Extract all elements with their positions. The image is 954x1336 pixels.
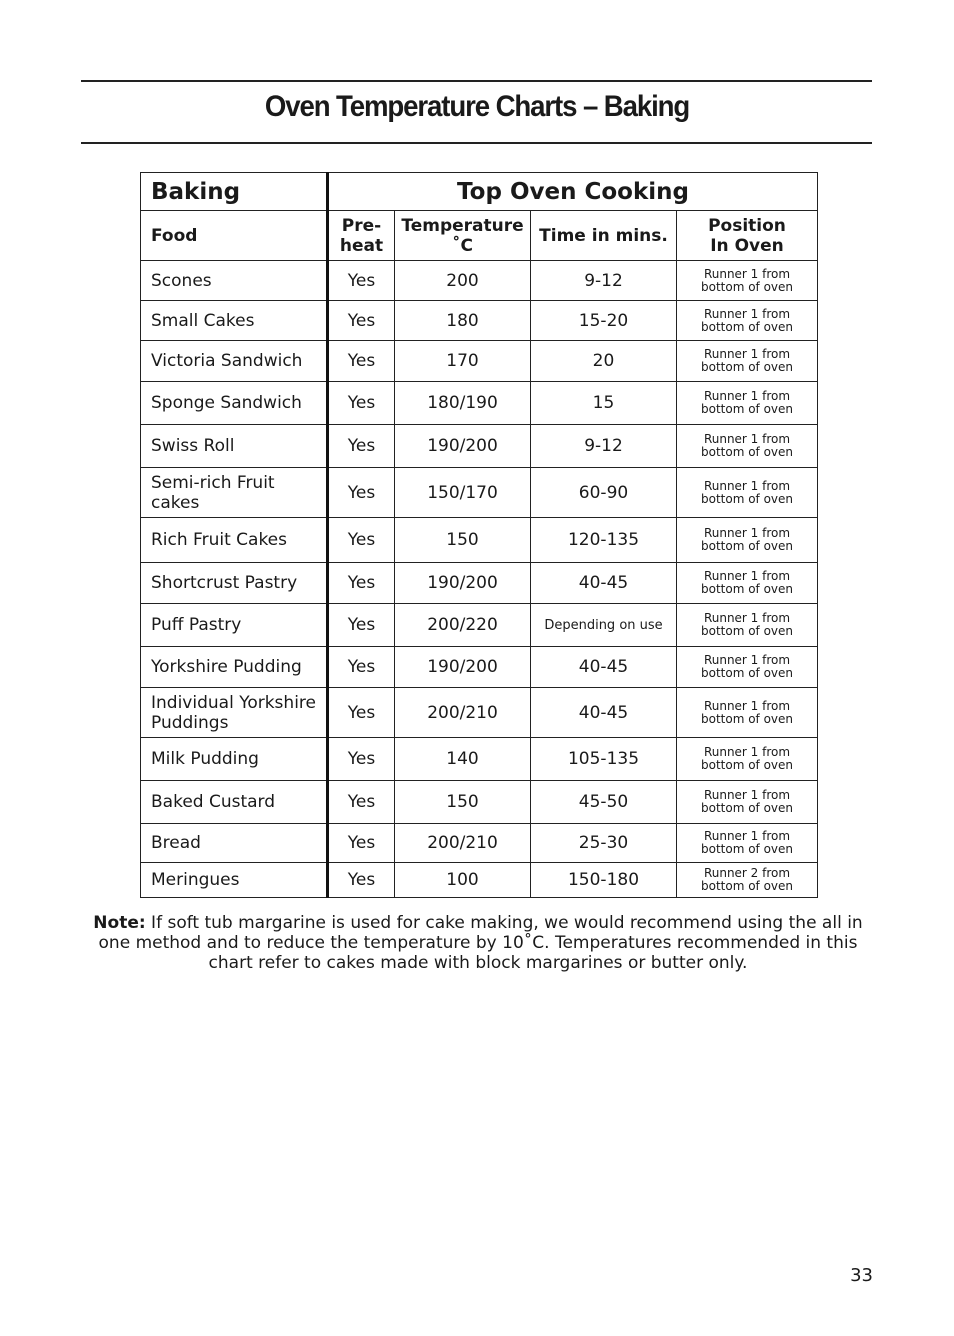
- time-cell: 60-90: [531, 468, 677, 518]
- preheat-cell: Yes: [328, 261, 395, 301]
- preheat-cell: Yes: [328, 688, 395, 738]
- temperature-cell: 200: [395, 261, 531, 301]
- preheat-cell: Yes: [328, 341, 395, 382]
- preheat-cell: Yes: [328, 382, 395, 425]
- temperature-cell: 200/210: [395, 824, 531, 863]
- header-temperature: Temperature ˚C: [395, 211, 531, 261]
- food-cell: Shortcrust Pastry: [141, 563, 328, 604]
- position-cell: Runner 1 from bottom of oven: [677, 468, 818, 518]
- position-cell: Runner 1 from bottom of oven: [677, 563, 818, 604]
- table-row: [141, 425, 818, 468]
- temperature-cell: 140: [395, 738, 531, 781]
- table-row: [141, 261, 818, 301]
- food-cell: Swiss Roll: [141, 425, 328, 468]
- top-rule: [81, 80, 872, 82]
- preheat-cell: Yes: [328, 518, 395, 563]
- position-cell: Runner 1 from bottom of oven: [677, 738, 818, 781]
- temperature-cell: 100: [395, 863, 531, 898]
- page-title: Oven Temperature Charts – Baking: [264, 90, 690, 123]
- preheat-cell: Yes: [328, 604, 395, 647]
- time-cell: 25-30: [531, 824, 677, 863]
- time-cell: 40-45: [531, 563, 677, 604]
- preheat-cell: Yes: [328, 647, 395, 688]
- temperature-cell: 190/200: [395, 647, 531, 688]
- table-row: [141, 647, 818, 688]
- header-preheat: Pre- heat: [328, 211, 395, 261]
- temperature-cell: 190/200: [395, 425, 531, 468]
- table-row: [141, 341, 818, 382]
- food-cell: Rich Fruit Cakes: [141, 518, 328, 563]
- position-cell: Runner 1 from bottom of oven: [677, 824, 818, 863]
- time-cell: 9-12: [531, 425, 677, 468]
- table-row: [141, 781, 818, 824]
- baking-chart-table: [140, 172, 818, 898]
- time-cell: 105-135: [531, 738, 677, 781]
- preheat-cell: Yes: [328, 301, 395, 341]
- table-row: [141, 738, 818, 781]
- preheat-cell: Yes: [328, 468, 395, 518]
- food-cell: Scones: [141, 261, 328, 301]
- table-row: [141, 518, 818, 563]
- header-position: Position In Oven: [677, 211, 818, 261]
- position-cell: Runner 1 from bottom of oven: [677, 301, 818, 341]
- position-cell: Runner 1 from bottom of oven: [677, 647, 818, 688]
- preheat-cell: Yes: [328, 824, 395, 863]
- temperature-cell: 190/200: [395, 563, 531, 604]
- temperature-cell: 150: [395, 781, 531, 824]
- food-cell: Meringues: [141, 863, 328, 898]
- time-cell: Depending on use: [531, 604, 677, 647]
- table-row: [141, 604, 818, 647]
- food-cell: Individual Yorkshire Puddings: [141, 688, 328, 738]
- preheat-cell: Yes: [328, 863, 395, 898]
- position-cell: Runner 1 from bottom of oven: [677, 688, 818, 738]
- time-cell: 150-180: [531, 863, 677, 898]
- time-cell: 15: [531, 382, 677, 425]
- preheat-cell: Yes: [328, 781, 395, 824]
- header-row: [141, 211, 818, 261]
- position-cell: Runner 2 from bottom of oven: [677, 863, 818, 898]
- bottom-rule: [81, 142, 872, 144]
- note-text: If soft tub margarine is used for cake making, we would recommend using the all in one method and to reduce the temperature by 10˚C. Temperatures recommended in this chart refer to cakes made with block margarines or butter only.: [98, 913, 863, 973]
- temperature-cell: 200/210: [395, 688, 531, 738]
- time-cell: 15-20: [531, 301, 677, 341]
- temperature-cell: 200/220: [395, 604, 531, 647]
- temperature-cell: 150/170: [395, 468, 531, 518]
- section-heading: Top Oven Cooking: [328, 173, 818, 211]
- preheat-cell: Yes: [328, 425, 395, 468]
- position-cell: Runner 1 from bottom of oven: [677, 341, 818, 382]
- time-cell: 120-135: [531, 518, 677, 563]
- time-cell: 40-45: [531, 647, 677, 688]
- temperature-cell: 180: [395, 301, 531, 341]
- table-body: [141, 261, 818, 898]
- table-row: [141, 824, 818, 863]
- position-cell: Runner 1 from bottom of oven: [677, 604, 818, 647]
- note-paragraph: [82, 913, 874, 973]
- note-label: Note:: [93, 913, 146, 933]
- food-cell: Baked Custard: [141, 781, 328, 824]
- header-food: Food: [141, 211, 328, 261]
- temperature-cell: 180/190: [395, 382, 531, 425]
- position-cell: Runner 1 from bottom of oven: [677, 425, 818, 468]
- position-cell: Runner 1 from bottom of oven: [677, 261, 818, 301]
- food-cell: Sponge Sandwich: [141, 382, 328, 425]
- position-cell: Runner 1 from bottom of oven: [677, 382, 818, 425]
- food-cell: Milk Pudding: [141, 738, 328, 781]
- time-cell: 40-45: [531, 688, 677, 738]
- food-cell: Semi-rich Fruit cakes: [141, 468, 328, 518]
- position-cell: Runner 1 from bottom of oven: [677, 518, 818, 563]
- time-cell: 20: [531, 341, 677, 382]
- table-row: [141, 563, 818, 604]
- table-row: [141, 688, 818, 738]
- temperature-cell: 170: [395, 341, 531, 382]
- preheat-cell: Yes: [328, 738, 395, 781]
- food-cell: Bread: [141, 824, 328, 863]
- table-row: [141, 468, 818, 518]
- table-row: [141, 382, 818, 425]
- food-cell: Small Cakes: [141, 301, 328, 341]
- banner-row: [141, 173, 818, 211]
- temperature-cell: 150: [395, 518, 531, 563]
- table-row: [141, 863, 818, 898]
- header-time: Time in mins.: [531, 211, 677, 261]
- time-cell: 45-50: [531, 781, 677, 824]
- table-row: [141, 301, 818, 341]
- time-cell: 9-12: [531, 261, 677, 301]
- section-label: Baking: [141, 173, 328, 211]
- position-cell: Runner 1 from bottom of oven: [677, 781, 818, 824]
- food-cell: Victoria Sandwich: [141, 341, 328, 382]
- preheat-cell: Yes: [328, 563, 395, 604]
- food-cell: Puff Pastry: [141, 604, 328, 647]
- food-cell: Yorkshire Pudding: [141, 647, 328, 688]
- page-number: 33: [850, 1265, 873, 1286]
